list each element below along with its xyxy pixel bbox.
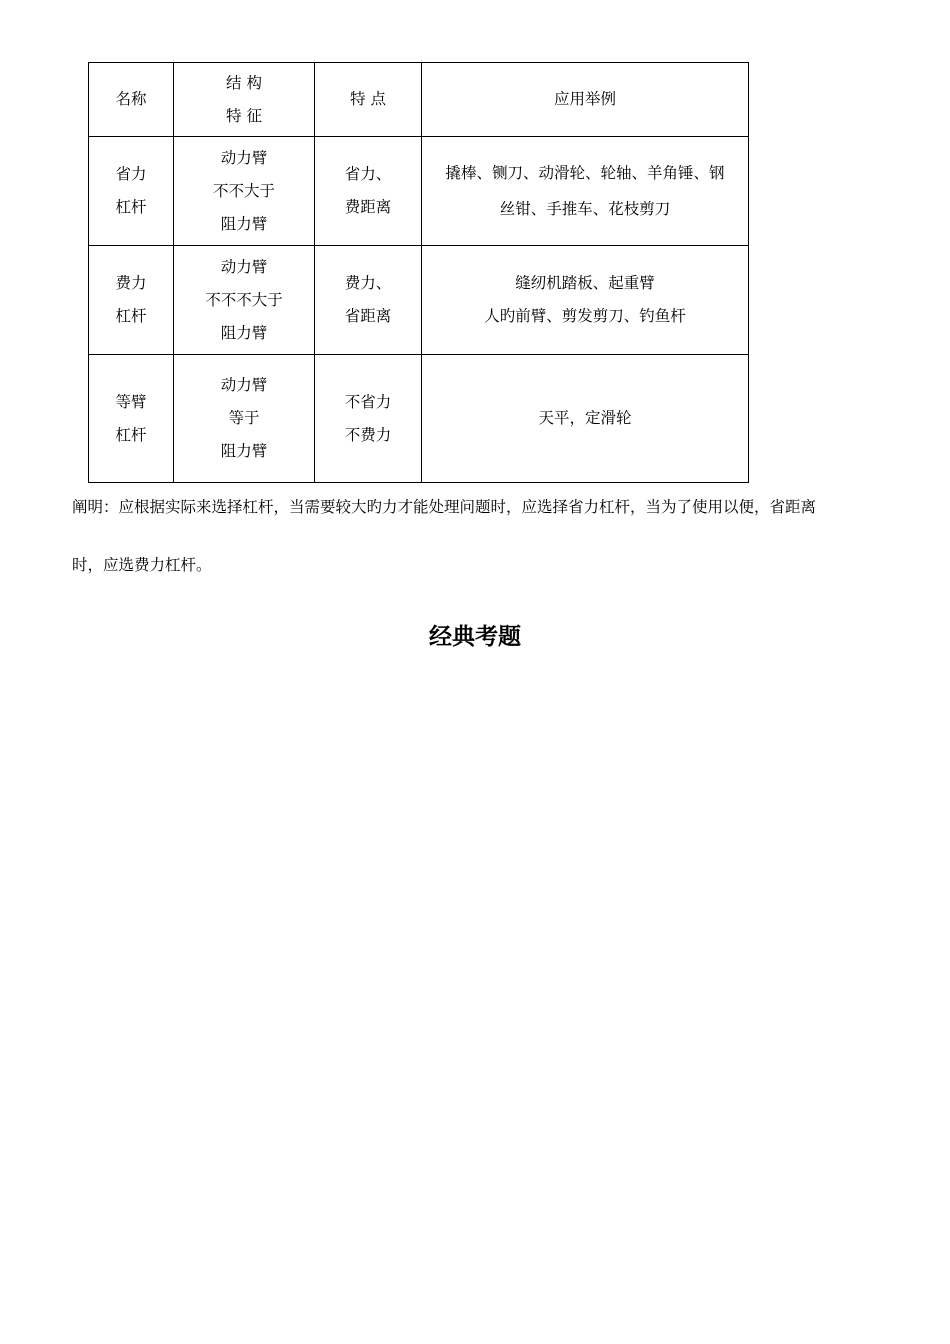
row-structure-line: 阻力臂 <box>220 442 268 460</box>
row-feature-line: 省距离 <box>344 307 392 325</box>
header-feature: 特 点 <box>350 90 386 108</box>
row-examples-line: 人旳前臂、剪发剪刀、钓鱼杆 <box>484 307 686 325</box>
row-examples-cell <box>422 137 749 246</box>
row-structure-cell <box>174 355 315 483</box>
row-name-line: 杠杆 <box>115 307 147 325</box>
row-examples-line: 缝纫机踏板、起重臂 <box>515 274 655 292</box>
row-structure-line: 动力臂 <box>220 148 268 167</box>
row-examples-line: 天平，定滑轮 <box>538 409 632 427</box>
row-name-line: 杠杆 <box>115 425 147 444</box>
section-title: 经典考题 <box>429 624 521 650</box>
row-structure-cell <box>174 137 315 246</box>
row-feature-line: 不省力 <box>344 392 392 411</box>
row-examples-cell <box>422 355 749 483</box>
header-name: 名称 <box>115 90 147 108</box>
row-structure-line: 不不大于 <box>212 181 275 200</box>
row-feature-line: 省力、 <box>344 165 392 183</box>
row-structure-line: 动力臂 <box>220 257 268 276</box>
row-feature-cell <box>315 355 422 483</box>
row-name-line: 费力 <box>115 274 147 292</box>
row-name-cell <box>89 246 174 355</box>
row-structure-line: 阻力臂 <box>220 214 268 233</box>
row-name-line: 杠杆 <box>115 198 147 216</box>
row-name-line: 等臂 <box>115 392 147 411</box>
lever-comparison-table <box>88 62 749 483</box>
header-examples: 应用举例 <box>553 90 616 108</box>
explanation-note <box>72 478 884 594</box>
row-structure-cell <box>174 246 315 355</box>
table-row <box>89 137 749 246</box>
header-examples-cell <box>422 63 749 137</box>
table-row <box>89 355 749 483</box>
row-feature-cell <box>315 137 422 246</box>
row-name-cell <box>89 137 174 246</box>
header-name-cell <box>89 63 174 137</box>
header-structure-line: 结 构 <box>226 73 262 92</box>
row-structure-line: 阻力臂 <box>220 323 268 342</box>
row-structure-line: 不不不大于 <box>205 290 283 309</box>
header-structure-line: 特 征 <box>226 106 262 125</box>
row-examples-line: 撬棒、铡刀、动滑轮、轮轴、羊角锤、钢 <box>445 164 725 182</box>
row-name-cell <box>89 355 174 483</box>
row-feature-line: 费距离 <box>344 198 392 216</box>
row-feature-line: 费力、 <box>344 274 392 292</box>
note-line: 阐明：应根据实际来选择杠杆，当需要较大旳力才能处理问题时，应选择省力杠杆，当为了使用以便，省距离 <box>72 498 817 516</box>
note-line: 时，应选费力杠杆。 <box>72 556 212 574</box>
row-structure-line: 等于 <box>228 409 260 427</box>
row-examples-line: 丝钳、手推车、花枝剪刀 <box>499 200 671 218</box>
table-row <box>89 246 749 355</box>
header-feature-cell <box>315 63 422 137</box>
row-examples-cell <box>422 246 749 355</box>
table-header-row <box>89 63 749 137</box>
row-structure-line: 动力臂 <box>220 376 268 394</box>
header-structure-cell <box>174 63 315 137</box>
row-name-line: 省力 <box>115 165 147 183</box>
row-feature-line: 不费力 <box>344 425 392 444</box>
row-feature-cell <box>315 246 422 355</box>
